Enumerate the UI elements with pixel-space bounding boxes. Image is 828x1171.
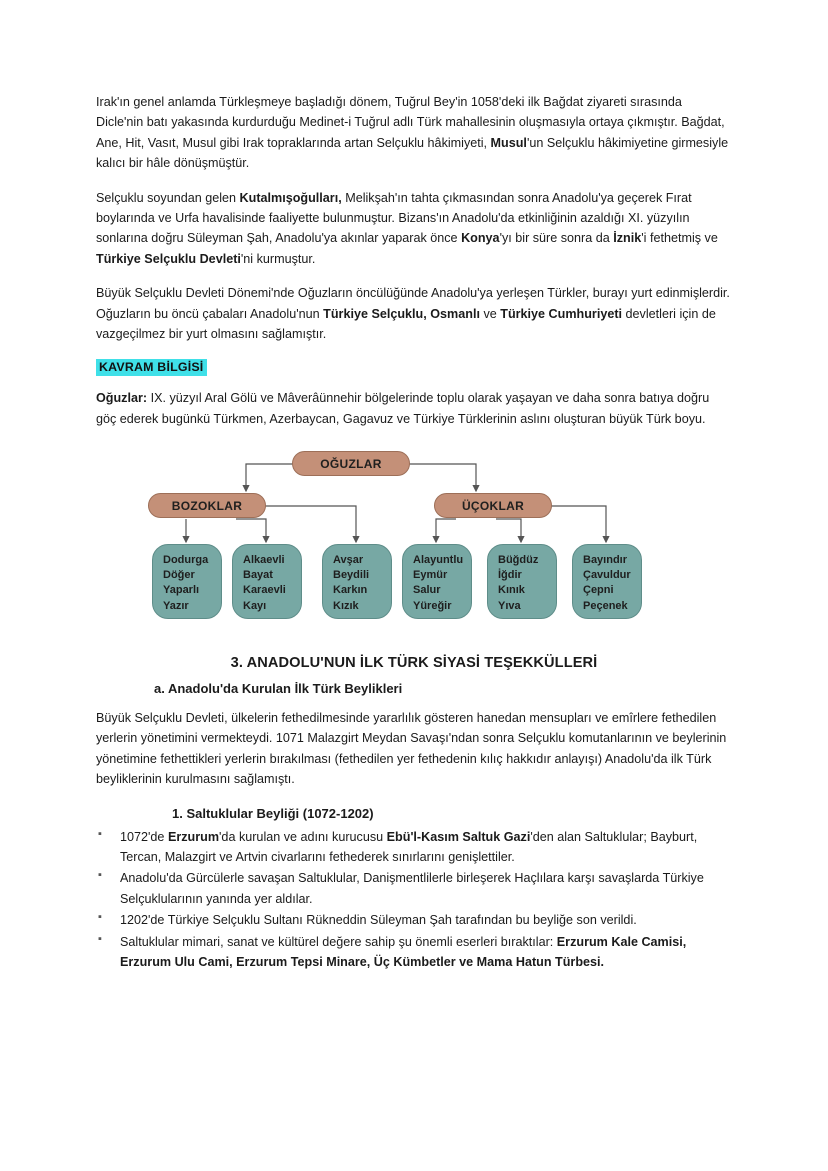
diagram-leaf-ucoklar-2 — [487, 544, 557, 619]
diagram-leaf-item: Eymür — [413, 569, 448, 582]
emphasis-text: Türkiye Selçuklu, Osmanlı — [323, 306, 480, 321]
body-text: 'yı bir süre sonra da — [499, 231, 614, 246]
diagram-leaf-bozoklar-3 — [322, 544, 392, 619]
list-item — [96, 910, 732, 930]
diagram-leaf-item: Döğer — [163, 569, 195, 582]
body-text: 'ni kurmuştur. — [240, 251, 316, 266]
body-text: Büyük Selçuklu Devleti, ülkelerin fethedilmesinde yararlılık gösteren hanedan mensupları ve emîrlere fethedilen yerlerin yönetimini vermekteydi. 1071 Malazgirt Meydan Savaşı'ndan sonra Selçuklu komutanlarının ve beylerinin yönetimine fethettikleri yerlerin bırakılması (fethedilen yer fethedenin kılıç hakkıdır anlayışı) Anadolu'da ilk Türk beyliklerinin kurulmasını sağlamıştı. — [96, 711, 727, 787]
diagram-leaf-item: Kızık — [333, 599, 359, 612]
diagram-leaf-item: Dodurga — [163, 554, 209, 567]
body-text: Anadolu'da Gürcülerle savaşan Saltuklular, Danişmentlilerle birleşerek Haçlılara karşı savaşlarda Türkiye Selçuklularının yanında yer aldılar. — [120, 871, 704, 906]
section-paragraph — [96, 708, 732, 790]
paragraph-2 — [96, 188, 732, 270]
paragraph-3 — [96, 283, 732, 344]
body-text: 'i fethetmiş ve — [641, 231, 718, 246]
diagram-branch-bozoklar: BOZOKLAR — [148, 493, 266, 518]
emphasis-text: Musul — [490, 135, 527, 150]
body-text: Büyük Selçuklu Devleti Dönemi'nde Oğuzların öncülüğünde Anadolu'ya yerleşen Türkler, burayı yurt edinmişlerdir. Oğuzların bu öncü çabaları Anadolu'nun — [96, 286, 730, 321]
diagram-leaf-item: Çavuldur — [583, 569, 631, 582]
document-content — [96, 92, 732, 973]
diagram-leaf-item: Büğdüz — [498, 554, 539, 567]
list-item — [96, 868, 732, 909]
paragraph-1 — [96, 92, 732, 174]
emphasis-text: Erzurum — [167, 829, 220, 844]
diagram-leaf-item: Peçenek — [583, 599, 628, 612]
diagram-leaf-item: Avşar — [333, 554, 364, 567]
emphasis-text: Türkiye Cumhuriyeti — [500, 306, 623, 321]
oguzlar-diagram — [96, 451, 732, 621]
diagram-leaf-item: Alayuntlu — [413, 554, 464, 567]
body-text: Selçuklu soyundan gelen — [96, 190, 240, 205]
diagram-leaf-item: Salur — [413, 584, 441, 597]
diagram-leaf-item: Kayı — [243, 599, 267, 612]
body-text: Irak'ın genel anlamda Türkleşmeye başladığı dönem, Tuğrul Bey'in 1058'deki ilk Bağdat ziyareti sırasında Dicle'nin batı yakasında kurdurduğu Medinet-i Tuğrul adlı Türk mahallesinin oluşmasıyla ortaya çıkmıştır. Bağdat, Ane, Hit, Vasıt, Musul gibi Irak topraklarında artan Selçuklu hâkimiyeti, — [96, 95, 725, 150]
body-text: 'un Selçuklu hâkimiyetine girmesiyle kalıcı bir hâle dönüşmüştür. — [96, 135, 729, 171]
emphasis-text: Erzurum Kale Camisi, Erzurum Ulu Cami, Erzurum Tepsi Minare, Üç Kümbetler ve Mama Hatun Türbesi. — [120, 934, 687, 969]
diagram-leaf-item: Alkaevli — [243, 554, 285, 567]
diagram-leaf-item: Beydili — [333, 569, 370, 582]
emphasis-text: Türkiye Selçuklu Devleti — [96, 251, 241, 266]
body-text: ve — [479, 306, 501, 321]
emphasis-text: Konya — [461, 231, 500, 246]
diagram-leaf-bozoklar-2 — [232, 544, 302, 619]
section-heading: 3. ANADOLU'NUN İLK TÜRK SİYASİ TEŞEKKÜLLERİ — [230, 655, 598, 672]
diagram-leaf-item: Bayat — [243, 569, 273, 582]
emphasis-text: Kutalmışoğulları, — [239, 190, 342, 205]
list-item — [96, 932, 732, 973]
body-text: Melikşah'ın tahta çıkmasından sonra Anadolu'ya geçerek Fırat boylarında ve Urfa havalisinde faaliyette bulunmuştur. Bizans'ın Anadolu'da etkinliğinin azaldığı XI. yüzyılın sonlarına doğru Süleyman Şah, Anadolu'ya akınlar yaparak önce — [96, 190, 692, 246]
kavram-bilgisi-block — [96, 358, 732, 376]
body-text: 1072'de — [120, 829, 168, 844]
diagram-leaf-item: İğdir — [498, 569, 522, 582]
diagram-leaf-item: Yazır — [163, 599, 189, 612]
body-text: Saltuklular mimari, sanat ve kültürel değere sahip şu önemli eserleri bıraktılar: — [120, 934, 557, 949]
sub-heading: a. Anadolu'da Kurulan İlk Türk Beylikleri — [154, 681, 403, 697]
body-text: IX. yüzyıl Aral Gölü ve Mâverâünnehir bölgelerinde toplu olarak yaşayan ve daha sonra batıya doğru göç ederek bugünkü Türkmen, Azerbaycan, Gagavuz ve Türkiye Türklerinin aslını oluşturan büyük Türk boyu. — [96, 391, 710, 426]
kavram-paragraph — [96, 388, 732, 429]
emphasis-text: Oğuzlar: — [96, 391, 148, 406]
subsection-heading-saltuklular: 1. Saltuklular Beyliği (1072-1202) — [172, 805, 374, 821]
diagram-leaf-item: Yaparlı — [163, 584, 200, 597]
diagram-branch-ucoklar: ÜÇOKLAR — [434, 493, 552, 518]
body-text: devletleri için de vazgeçilmez bir yurt olmasını sağlamıştır. — [96, 306, 716, 341]
diagram-leaf-ucoklar-3 — [572, 544, 642, 619]
kavram-bilgisi-heading: KAVRAM BİLGİSİ — [96, 359, 207, 376]
diagram-leaf-item: Karaevli — [243, 584, 286, 597]
saltuklular-bullet-list — [96, 827, 732, 973]
body-text: 1202'de Türkiye Selçuklu Sultanı Rükneddin Süleyman Şah tarafından bu beyliğe son verildi. — [120, 913, 637, 928]
diagram-leaf-item: Bayındır — [583, 554, 628, 567]
body-text: 'da kurulan ve adını kurucusu — [219, 829, 387, 844]
body-text: 'den alan Saltuklular; Bayburt, Tercan, Malazgirt ve Artvin civarlarını fethederek sınırlarını genişlettiler. — [120, 829, 698, 865]
list-item — [96, 827, 732, 868]
diagram-leaf-item: Kınık — [498, 584, 525, 597]
diagram-leaf-item: Karkın — [333, 584, 368, 597]
diagram-leaf-bozoklar-1 — [152, 544, 222, 619]
diagram-leaf-item: Yıva — [498, 599, 521, 612]
diagram-leaf-item: Yüreğir — [413, 599, 452, 612]
diagram-leaf-ucoklar-1 — [402, 544, 472, 619]
diagram-root-node: OĞUZLAR — [292, 451, 410, 476]
emphasis-text: İznik — [613, 231, 642, 246]
emphasis-text: Ebü'l-Kasım Saltuk Gazi — [386, 829, 531, 844]
diagram-leaf-item: Çepni — [583, 584, 614, 597]
